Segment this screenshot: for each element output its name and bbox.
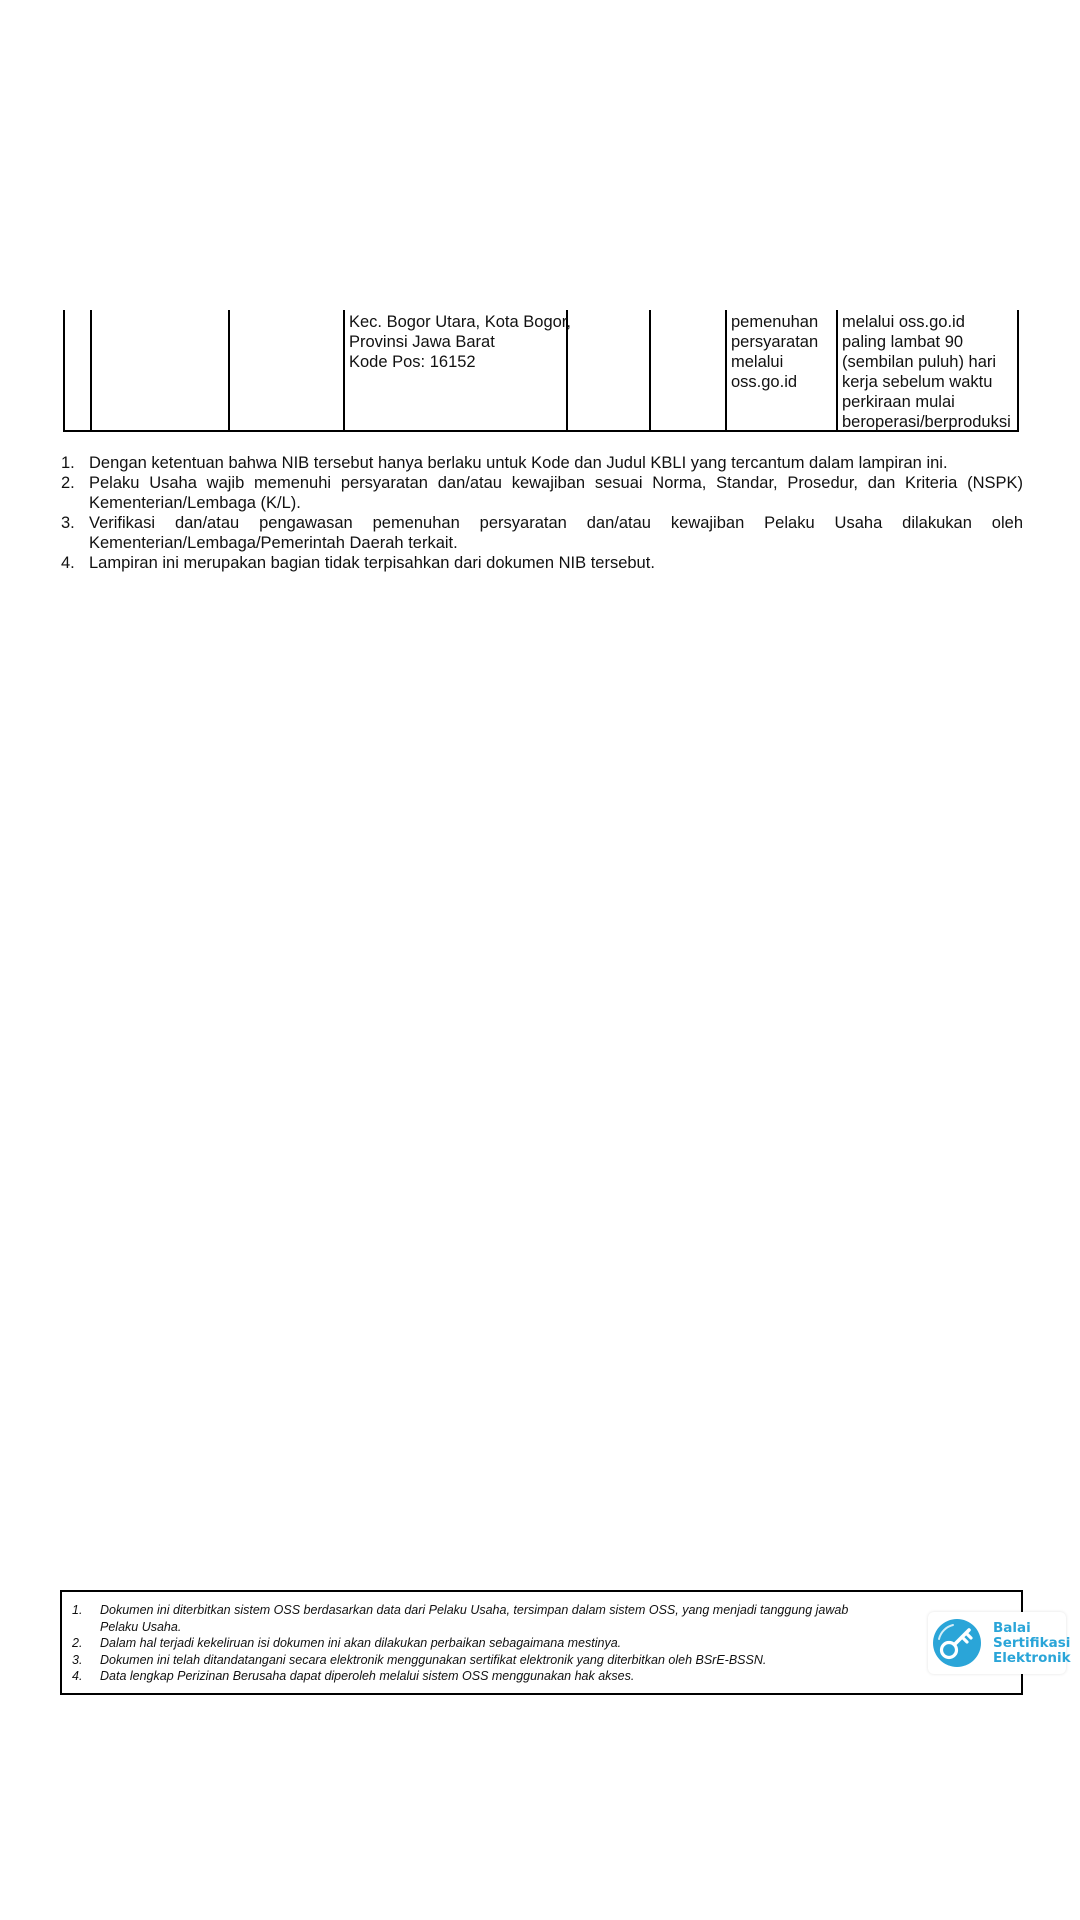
deadline-line: kerja sebelum waktu [842, 373, 993, 391]
note-number: 4. [61, 554, 75, 572]
note-text [89, 473, 1023, 513]
table-cell-address [349, 312, 571, 372]
requirement-line: pemenuhan [731, 313, 819, 331]
deadline-line: perkiraan mulai [842, 393, 955, 411]
footer-item-text [100, 1602, 922, 1635]
footer-item-text [100, 1635, 922, 1652]
footer-item-line: Pelaku Usaha. [100, 1619, 182, 1634]
footer-item [72, 1602, 922, 1635]
note-item [61, 453, 1023, 473]
note-text [89, 513, 1023, 553]
address-line: Provinsi Jawa Barat [349, 333, 495, 351]
note-line: Verifikasi dan/atau pengawasan pemenuhan persyaratan dan/atau kewajiban Pelaku Usaha dilakukan oleh [89, 514, 1023, 532]
note-text [89, 553, 1023, 573]
footer-item-number: 1. [72, 1603, 83, 1617]
table-column-divider [343, 310, 345, 430]
note-line: Dengan ketentuan bahwa NIB tersebut hanya berlaku untuk Kode dan Judul KBLI yang tercantum dalam lampiran ini. [89, 454, 948, 472]
footer-item-number: 4. [72, 1669, 83, 1683]
footer-item-line: Data lengkap Perizinan Berusaha dapat diperoleh melalui sistem OSS menggunakan hak akses. [100, 1669, 635, 1683]
footer-item-text [100, 1652, 922, 1669]
note-line: Pelaku Usaha wajib memenuhi persyaratan dan/atau kewajiban sesuai Norma, Standar, Prosedur, dan Kriteria (NSPK) [89, 474, 1023, 492]
footer-item [72, 1635, 922, 1652]
logo-line: Sertifikasi [993, 1634, 1071, 1651]
note-number: 3. [61, 514, 75, 532]
table-cell-requirement [731, 312, 818, 392]
table-column-divider [90, 310, 92, 430]
note-item [61, 473, 1023, 513]
note-text [89, 453, 1023, 473]
requirement-line: melalui [731, 353, 784, 371]
deadline-line: melalui oss.go.id [842, 313, 965, 331]
footer-item [72, 1668, 922, 1685]
table-column-divider [725, 310, 727, 430]
requirement-line: oss.go.id [731, 373, 798, 391]
requirement-line: persyaratan [731, 333, 819, 351]
deadline-line: beroperasi/berproduksi [842, 413, 1011, 431]
deadline-line: (sembilan puluh) hari [842, 353, 997, 371]
footer-item [72, 1652, 922, 1669]
logo-wordmark [993, 1621, 1071, 1666]
footer-disclaimer-list [72, 1602, 922, 1685]
footer-item-number: 2. [72, 1636, 83, 1650]
logo-line: Balai [993, 1619, 1031, 1636]
bsre-key-emblem-icon [931, 1617, 983, 1669]
footer-item-line: Dokumen ini telah ditandatangani secara elektronik menggunakan sertifikat elektronik yang diterbitkan oleh BSrE-BSSN. [100, 1652, 767, 1667]
license-table-continuation [63, 310, 1019, 432]
footer-item-number: 3. [72, 1652, 83, 1667]
note-line: Lampiran ini merupakan bagian tidak terpisahkan dari dokumen NIB tersebut. [89, 554, 655, 572]
table-column-divider [649, 310, 651, 430]
table-column-divider [836, 310, 838, 430]
notes-list [61, 453, 1023, 573]
note-item [61, 553, 1023, 573]
footer-item-line: Dokumen ini diterbitkan sistem OSS berdasarkan data dari Pelaku Usaha, tersimpan dalam sistem OSS, yang menjadi tanggung jawab [100, 1603, 849, 1617]
note-line: Kementerian/Lembaga (K/L). [89, 494, 301, 512]
logo-line: Elektronik [993, 1649, 1071, 1666]
note-line: Kementerian/Lembaga/Pemerintah Daerah terkait. [89, 534, 458, 552]
footer-disclaimer-box [60, 1590, 1071, 1695]
deadline-line: paling lambat 90 [842, 333, 964, 351]
bsre-logo [928, 1612, 1071, 1674]
address-line: Kode Pos: 16152 [349, 353, 476, 371]
footer-item-line: Dalam hal terjadi kekeliruan isi dokumen ini akan dilakukan perbaikan sebagaimana mestinya. [100, 1636, 622, 1650]
note-number: 2. [61, 474, 75, 492]
address-line: Kec. Bogor Utara, Kota Bogor, [349, 313, 571, 331]
table-cell-deadline [842, 312, 1011, 432]
note-number: 1. [61, 454, 75, 472]
table-column-divider [228, 310, 230, 430]
note-item [61, 513, 1023, 553]
footer-item-text [100, 1668, 922, 1685]
